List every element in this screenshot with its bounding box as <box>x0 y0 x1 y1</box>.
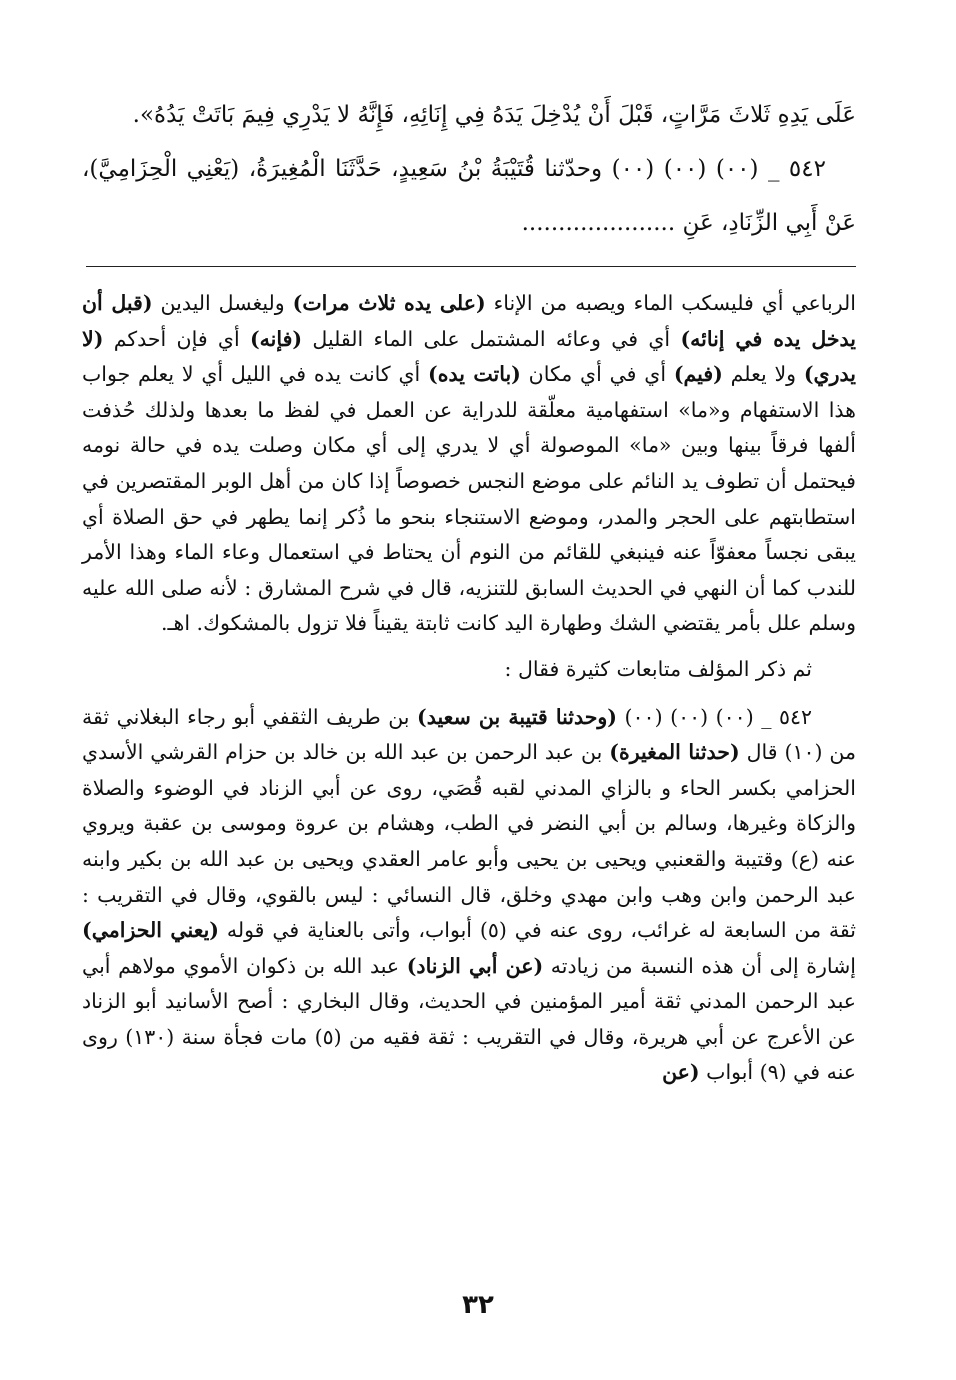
bold-quote: (يعني الحزامي) <box>82 918 219 943</box>
bold-quote: (لا يدري) <box>82 326 856 387</box>
page-number: ٣٢ <box>462 1290 494 1320</box>
text-run: ولا يعلم <box>722 362 804 387</box>
bold-quote: (وحدثنا قتيبة بن سعيد) <box>417 704 617 729</box>
hadith-narration: ٥٤٢ _ (٠٠) (٠٠) (٠٠) وحدّثنا قُتَيْبَةُ بْنُ سَعِيدٍ، حَدَّثَنَا الْمُغِيرَةُ، (يَعْنِي الْحِزَامِيَّ)، عَنْ أَبِي الزِّنَادِ، عَنِ ..................... <box>82 156 856 236</box>
bold-quote: (فيم) <box>673 362 723 387</box>
hadith-text <box>82 88 856 250</box>
text-run: أي في أي مكان <box>520 362 674 387</box>
hadith-line: عَلَى يَدِهِ ثَلاثَ مَرَّاتٍ، قَبْلَ أَنْ يُدْخِلَ يَدَهُ فِي إِنَائِهِ، فَإِنَّهُ لا يَدْرِي فِيمَ بَاتَتْ يَدُهُ». <box>132 102 856 128</box>
text-run: أي في وعائه المشتمل على الماء القليل <box>302 326 681 351</box>
bold-quote: (فإنه) <box>249 326 303 351</box>
commentary <box>82 286 856 1091</box>
bold-quote: (على يده ثلاث مرات) <box>292 291 486 315</box>
bold-quote: (عن أبي الزناد) <box>406 953 544 978</box>
commentary-paragraph <box>82 700 856 1092</box>
text-run: بن عبد الرحمن بن عبد الله بن خالد بن حزام القرشي الأسدي الحزامي بكسر الحاء و بالزاي المدني لقبه قُصَي، روى عن أبي الزناد في الوضوء والصلاة والزكاة وغيرها، وسالم بن أبي النضر في الطب، وهشام بن عروة وموسى بن عقبة ويروي عنه (ع) وقتيبة والقعنبي ويحيى بن يحيى وأبو عامر العقدي ويحيى بن عبد الله بن بكير وابنه عبد الرحمن وابن وهب وابن مهدي وخلق، قال النسائي : ليس بالقوي، وقال في التقريب : ثقة من السابعة له غرائب، روى عنه في (٥) أبواب، وأتى بالعناية في قوله <box>82 740 856 943</box>
bold-quote: (قبل أن يدخل يده في إنائه) <box>82 291 856 351</box>
text-run: إشارة إلى أن هذه النسبة من زيادته <box>543 953 856 978</box>
text-run: أي كانت يده في الليل أي لا يعلم جواب هذا الاستفهام و«ما» استفهامية معلّقة للدراية عن العمل في لفظ ما بعدها ولذلك حُذفت ألفها فرقاً بينها وبين «ما» الموصولة أي لا يدري إلى أي مكان وصلت يده في حالة نومه فيحتمل أن تطوف يد النائم على موضع النجس خصوصاً إذا كان من أهل الوبر المقتصرين في استطابتهم على الحجر والمدر، وموضع الاستنجاء بنحو ما ذُكر إنما يطهر في حق الصلاة أي يبقى نجساً معفوّاً عنه فينبغي للقائم من النوم أن يحتاط في استعمال وعاء الماء وهذا الأمر للندب كما أن النهي في الحديث السابق للتنزيه، قال في شرح المشارق : لأنه صلى الله عليه وسلم علل بأمر يقتضي الشك وطهارة اليد كانت ثابتة يقيناً فلا تزول بالمشكوك. اهـ. <box>82 362 856 636</box>
text-run: وليغسل اليدين <box>152 291 293 315</box>
bold-quote: (عن <box>662 1060 700 1085</box>
commentary-intro: ثم ذكر المؤلف متابعات كثيرة فقال : <box>504 656 812 681</box>
bold-quote: (حدثنا المغيرة) <box>609 740 740 765</box>
text-run: أي فإن أحدكم <box>103 326 250 351</box>
bold-quote: (باتت يده) <box>428 362 521 387</box>
text-run: ٥٤٢ _ (٠٠) (٠٠) (٠٠) <box>617 704 813 729</box>
text-run: عبد الله بن ذكوان الأموي مولاهم أبي عبد الرحمن المدني ثقة أمير المؤمنين في الحديث، وقال البخاري : أصح الأسانيد أبو الزناد عن الأعرج عن أبي هريرة، وقال في التقريب : ثقة فقيه من (٥) مات فجأة سنة (١٣٠) روى عنه في (٩) أبواب <box>82 953 856 1085</box>
text-run: بن طريف الثقفي أبو رجاء البغلاني ثقة من (١٠) قال <box>82 704 856 765</box>
footnote-divider <box>86 266 856 267</box>
commentary-paragraph <box>82 286 856 642</box>
text-run: الرباعي أي فليسكب الماء ويصبه من الإناء <box>485 291 856 315</box>
